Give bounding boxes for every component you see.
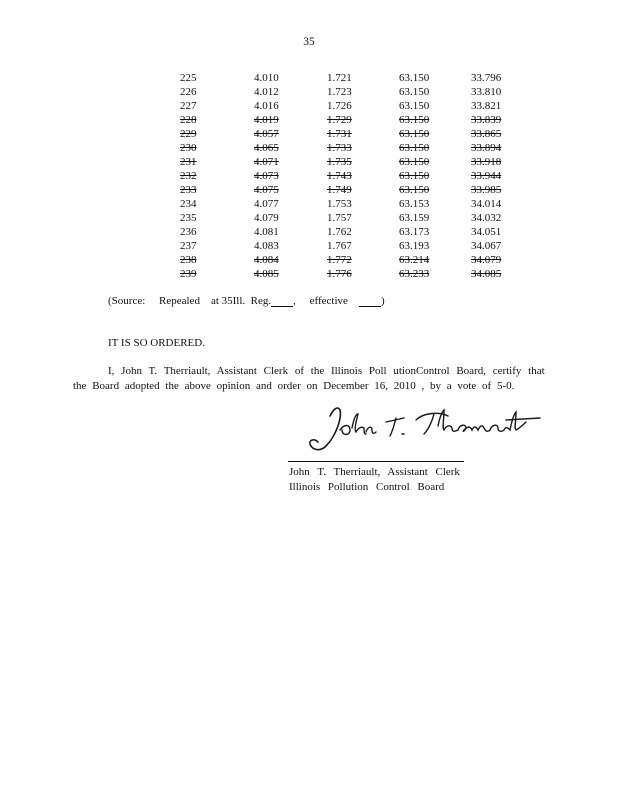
table-cell — [254, 85, 327, 99]
cell-value: 4.010 — [254, 72, 279, 84]
cell-value: 229 — [180, 128, 197, 140]
cell-value: 63.150 — [399, 156, 430, 168]
table-row — [180, 225, 531, 239]
cell-value: 34.085 — [471, 268, 502, 280]
table-row — [180, 99, 531, 113]
signature-line — [288, 461, 464, 462]
table-cell — [254, 113, 327, 127]
table-cell — [399, 253, 471, 267]
cell-value: 4.019 — [254, 114, 279, 126]
cell-value: 1.733 — [327, 142, 352, 154]
table-row — [180, 197, 531, 211]
cell-value: 1.776 — [327, 268, 352, 280]
table-cell — [180, 169, 254, 183]
source-repealed: Repealed — [159, 295, 200, 307]
source-effective: effective — [309, 295, 348, 307]
cell-value: 63.150 — [399, 86, 430, 98]
certification-line-2: the Board adopted the above opinion and order on December 16, 2010 , by a vote of 5-0. — [73, 380, 515, 392]
cell-value: 1.726 — [327, 100, 352, 112]
cell-value: 33.810 — [471, 86, 502, 98]
table-cell — [254, 253, 327, 267]
cell-value: 1.767 — [327, 240, 352, 252]
cell-value: 63.233 — [399, 268, 430, 280]
table-cell — [254, 169, 327, 183]
table-cell — [180, 239, 254, 253]
table-cell — [254, 183, 327, 197]
cell-value: 63.150 — [399, 142, 430, 154]
table-cell — [471, 71, 531, 85]
cell-value: 235 — [180, 212, 197, 224]
source-note: (Source: Repealed at 35Ill. Reg. , effective ) — [108, 295, 385, 307]
cell-value: 4.083 — [254, 240, 279, 252]
table-row — [180, 267, 531, 281]
ordered-statement: IT IS SO ORDERED. — [108, 337, 205, 349]
cell-value: 63.150 — [399, 184, 430, 196]
table-cell — [327, 239, 399, 253]
table-cell — [471, 183, 531, 197]
cell-value: 33.944 — [471, 170, 502, 182]
source-at: at 35Ill. — [210, 295, 246, 307]
table-cell — [180, 211, 254, 225]
table-cell — [254, 99, 327, 113]
cell-value: 63.159 — [399, 212, 430, 224]
table-cell — [327, 183, 399, 197]
table-row — [180, 253, 531, 267]
effective-blank — [359, 297, 381, 307]
cell-value: 33.894 — [471, 142, 502, 154]
source-open: (Source: — [108, 295, 146, 307]
table-cell — [471, 253, 531, 267]
cell-value: 4.071 — [254, 156, 279, 168]
cell-value: 1.721 — [327, 72, 352, 84]
table-cell — [180, 155, 254, 169]
cell-value: 233 — [180, 184, 197, 196]
table-cell — [399, 127, 471, 141]
table-cell — [327, 225, 399, 239]
cell-value: 234 — [180, 198, 197, 210]
table-cell — [471, 169, 531, 183]
cell-value: 1.743 — [327, 170, 352, 182]
source-reg: Reg. — [250, 295, 272, 307]
cell-value: 225 — [180, 72, 197, 84]
cell-value: 4.073 — [254, 170, 279, 182]
cell-value: 33.839 — [471, 114, 502, 126]
cell-value: 237 — [180, 240, 197, 252]
table-cell — [180, 253, 254, 267]
cell-value: 1.735 — [327, 156, 352, 168]
certification-line-1: I, John T. Therriault, Assistant Clerk of the Illinois Poll utionControl Board, certify that — [108, 365, 545, 377]
table-body — [180, 71, 531, 281]
signer-block — [289, 465, 460, 495]
cell-value: 33.865 — [471, 128, 502, 140]
table-cell — [254, 127, 327, 141]
cell-value: 227 — [180, 100, 197, 112]
table-cell — [399, 141, 471, 155]
table-cell — [180, 141, 254, 155]
table-cell — [471, 85, 531, 99]
table-cell — [254, 211, 327, 225]
cell-value: 226 — [180, 86, 197, 98]
cell-value: 1.753 — [327, 198, 352, 210]
cell-value: 4.084 — [254, 254, 279, 266]
cell-value: 238 — [180, 254, 197, 266]
cell-value: 239 — [180, 268, 197, 280]
cell-value: 230 — [180, 142, 197, 154]
cell-value: 34.014 — [471, 198, 502, 210]
cell-value: 232 — [180, 170, 197, 182]
cell-value: 4.065 — [254, 142, 279, 154]
cell-value: 1.731 — [327, 128, 352, 140]
table-cell — [254, 197, 327, 211]
page-number: 35 — [303, 36, 315, 48]
table-cell — [399, 99, 471, 113]
table-cell — [180, 71, 254, 85]
cell-value: 4.081 — [254, 226, 279, 238]
table-cell — [399, 85, 471, 99]
table-cell — [471, 113, 531, 127]
cell-value: 4.012 — [254, 86, 279, 98]
cell-value: 4.016 — [254, 100, 279, 112]
table-cell — [471, 127, 531, 141]
table-cell — [327, 71, 399, 85]
table-cell — [327, 127, 399, 141]
table-cell — [254, 155, 327, 169]
table-row — [180, 183, 531, 197]
table-cell — [471, 225, 531, 239]
table-cell — [471, 211, 531, 225]
table-cell — [327, 169, 399, 183]
cell-value: 63.173 — [399, 226, 430, 238]
table-cell — [471, 99, 531, 113]
table-cell — [327, 211, 399, 225]
table-row — [180, 169, 531, 183]
table-cell — [180, 127, 254, 141]
table-cell — [327, 155, 399, 169]
table-cell — [254, 239, 327, 253]
signer-organization: Illinois Pollution Control Board — [289, 481, 445, 493]
table-cell — [399, 267, 471, 281]
signer-name-title: John T. Therriault, Assistant Clerk — [289, 466, 460, 478]
signature-image — [300, 402, 545, 457]
table-cell — [327, 99, 399, 113]
table-cell — [399, 113, 471, 127]
table-cell — [327, 85, 399, 99]
cell-value: 34.067 — [471, 240, 502, 252]
table-cell — [254, 225, 327, 239]
cell-value: 4.079 — [254, 212, 279, 224]
cell-value: 4.057 — [254, 128, 279, 140]
table-cell — [399, 239, 471, 253]
table-cell — [327, 197, 399, 211]
cell-value: 33.821 — [471, 100, 502, 112]
table-cell — [399, 197, 471, 211]
table-row — [180, 211, 531, 225]
cell-value: 4.085 — [254, 268, 279, 280]
cell-value: 1.723 — [327, 86, 352, 98]
table-cell — [399, 183, 471, 197]
table-cell — [254, 141, 327, 155]
table-cell — [399, 211, 471, 225]
cell-value: 63.150 — [399, 114, 430, 126]
table-row — [180, 239, 531, 253]
table-cell — [471, 239, 531, 253]
table-cell — [471, 155, 531, 169]
table-cell — [399, 155, 471, 169]
cell-value: 63.150 — [399, 72, 430, 84]
table-row — [180, 155, 531, 169]
cell-value: 33.985 — [471, 184, 502, 196]
table-cell — [180, 225, 254, 239]
table-cell — [327, 253, 399, 267]
cell-value: 236 — [180, 226, 197, 238]
table-cell — [327, 267, 399, 281]
table-cell — [399, 71, 471, 85]
table-cell — [471, 197, 531, 211]
table-row — [180, 113, 531, 127]
table-row — [180, 85, 531, 99]
cell-value: 1.762 — [327, 226, 352, 238]
cell-value: 1.772 — [327, 254, 352, 266]
table-cell — [399, 225, 471, 239]
table-cell — [180, 113, 254, 127]
cell-value: 34.079 — [471, 254, 502, 266]
table-cell — [399, 169, 471, 183]
cell-value: 33.918 — [471, 156, 502, 168]
data-table — [180, 71, 531, 281]
table-cell — [180, 267, 254, 281]
cell-value: 4.075 — [254, 184, 279, 196]
cell-value: 1.749 — [327, 184, 352, 196]
cell-value: 34.051 — [471, 226, 502, 238]
cell-value: 33.796 — [471, 72, 502, 84]
table-cell — [471, 267, 531, 281]
source-close: ) — [380, 295, 385, 307]
cell-value: 63.153 — [399, 198, 430, 210]
table-cell — [471, 141, 531, 155]
reg-blank — [271, 297, 293, 307]
cell-value: 63.150 — [399, 170, 430, 182]
cell-value: 63.150 — [399, 100, 430, 112]
table-cell — [180, 183, 254, 197]
cell-value: 63.193 — [399, 240, 430, 252]
table-row — [180, 71, 531, 85]
cell-value: 1.757 — [327, 212, 352, 224]
table-cell — [327, 113, 399, 127]
table-cell — [327, 141, 399, 155]
cell-value: 63.150 — [399, 128, 430, 140]
table-cell — [254, 71, 327, 85]
table-cell — [180, 99, 254, 113]
cell-value: 228 — [180, 114, 197, 126]
cell-value: 231 — [180, 156, 197, 168]
cell-value: 4.077 — [254, 198, 279, 210]
cell-value: 63.214 — [399, 254, 430, 266]
table-cell — [254, 267, 327, 281]
table-cell — [180, 197, 254, 211]
table-row — [180, 127, 531, 141]
cell-value: 34.032 — [471, 212, 502, 224]
cell-value: 1.729 — [327, 114, 352, 126]
table-row — [180, 141, 531, 155]
table-cell — [180, 85, 254, 99]
